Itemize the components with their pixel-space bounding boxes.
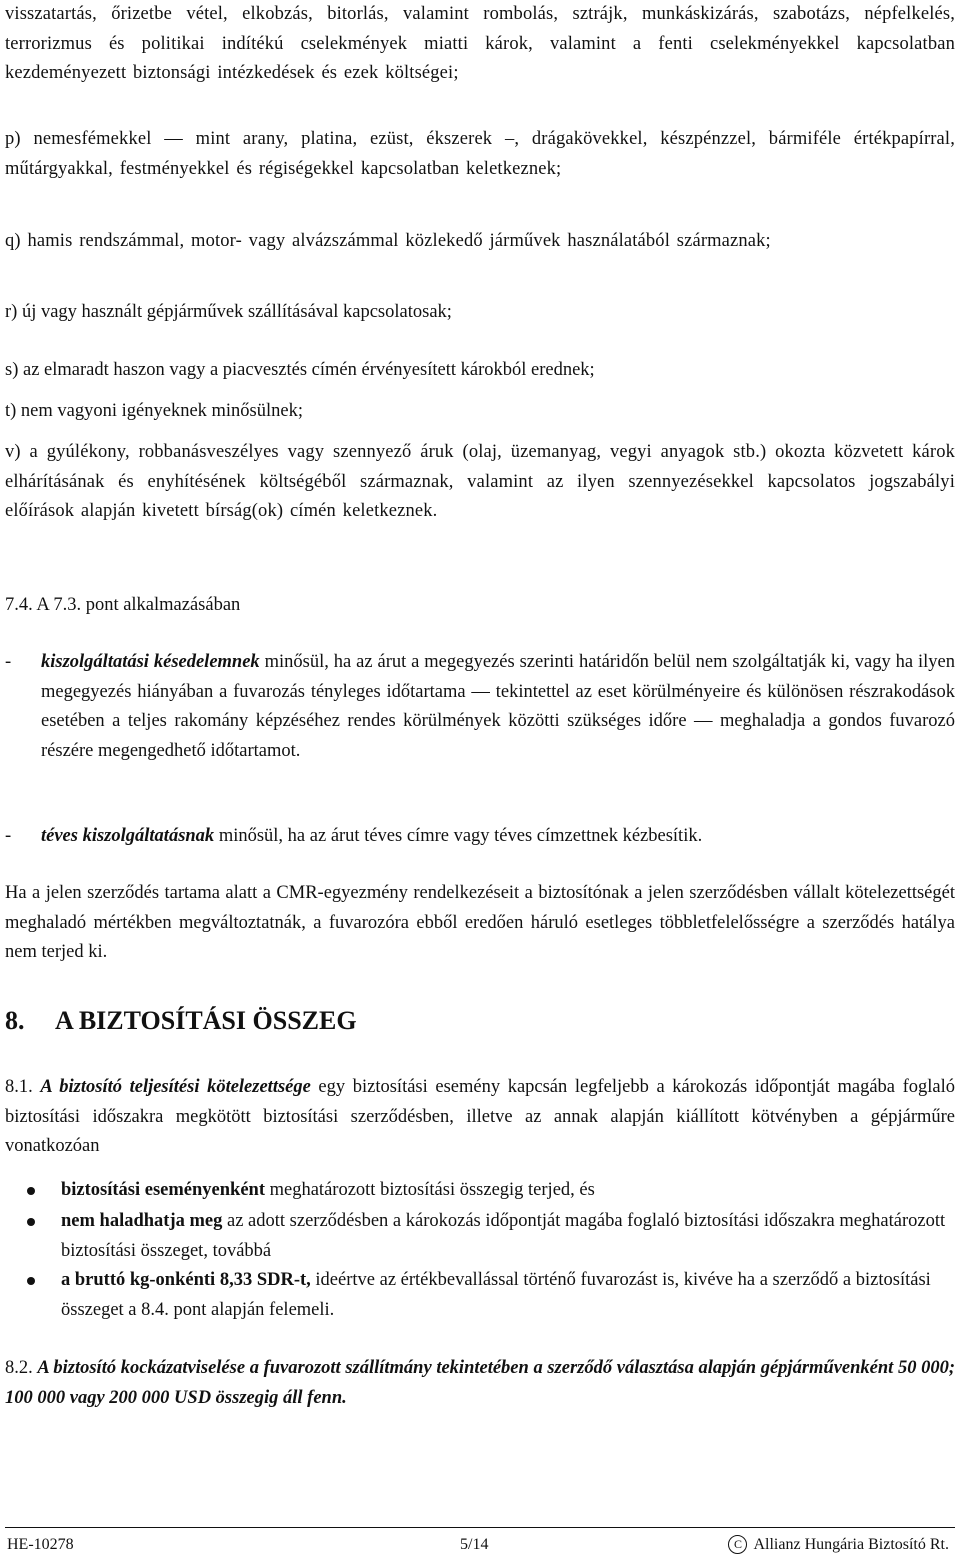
- bullet-text: az adott szerződésben a károkozás időpontját magába foglaló biztosítási időszakra meghatározott biztosítási összeget, továbbá: [61, 1211, 946, 1261]
- paragraph-item-p: p) nemesfémekkel — mint arany, platina, ezüst, ékszerek –, drágakövekkel, készpénzzel, bármiféle értékpapírral, műtárgyakkal, festményekkel és régiségekkel kapcsolatban keletkeznek;: [5, 129, 955, 179]
- section-title: A BIZTOSÍTÁSI ÖSSZEG: [55, 1006, 357, 1035]
- paragraph-exclusions-continued: visszatartás, őrizetbe vétel, elkobzás, bitorlás, valamint rombolás, sztrájk, munkáskizárás, szabotázs, népfelkelés, terrorizmus és politikai indítékú cselekmények miatti károk, valamint a fenti cselekményekkel kapcsolatban kezdeményezett biztonsági intézkedések és ezek költségei;: [5, 4, 955, 83]
- footer-doc-id: HE-10278: [7, 1536, 74, 1553]
- bullet-dot: [27, 1187, 35, 1195]
- bullet-item-sdr-body: [61, 1266, 955, 1325]
- bullet-item-per-event: [5, 1176, 955, 1206]
- paragraph-8-1-text: egy biztosítási esemény kapcsán legfeljebb a károkozás időpontját magába foglaló biztosítási időszakra megkötött biztosítási szerződésben, illetve az annak alapján kiállított kötvényben a gépjárműre vonatkozóan: [5, 1077, 955, 1156]
- paragraph-item-q: q) hamis rendszámmal, motor- vagy alvázszámmal közlekedő járművek használatából származnak;: [5, 231, 771, 251]
- footer-page-number: 5/14: [460, 1536, 489, 1553]
- footer-company: [728, 1532, 949, 1558]
- section-number: 8.: [5, 1006, 25, 1035]
- paragraph-cmr: Ha a jelen szerződés tartama alatt a CMR-egyezmény rendelkezéseit a biztosítónak a jelen szerződésben vállalt kötelezettségét meghaladó mértékben megváltoztatnák, a fuvarozóra ebből eredően háruló esetleges többletfelelősségre a szerződés hatálya nem terjed ki.: [5, 883, 955, 962]
- paragraph-8-2: [5, 1354, 955, 1413]
- paragraph-item-v: v) a gyúlékony, robbanásveszélyes vagy szennyező áruk (olaj, üzemanyag, vegyi anyagok stb.) okozta közvetett károk elhárításának és enyhítésének költségéből származnak, valamint az ilyen szennyezésekkel kapcsolatos jogszabályi előírások alapján kivetett bírság(ok) címén keletkeznek.: [5, 442, 955, 521]
- definition-delay-body: [41, 648, 955, 766]
- paragraph-8-1-number: 8.1.: [5, 1077, 41, 1097]
- copyright-icon: C: [728, 1535, 747, 1554]
- term-misdelivery: téves kiszolgáltatásnak: [41, 826, 215, 846]
- bullet-item-limit: [5, 1207, 955, 1266]
- paragraph-8-2-text: A biztosító kockázatviselése a fuvarozott szállítmány tekintetében a szerződő választása alapján gépjárművenként 50 000; 100 000 vagy 200 000 USD összegig áll fenn.: [5, 1358, 956, 1408]
- list-dash: -: [5, 652, 12, 672]
- paragraph-item-s: s) az elmaradt haszon vagy a piacvesztés címén érvényesített károkból erednek;: [5, 360, 595, 380]
- bullet-text: meghatározott biztosítási összegig terjed, és: [265, 1180, 595, 1200]
- bullet-bold: a bruttó kg-onkénti 8,33 SDR-t,: [61, 1270, 311, 1290]
- definition-delay-text: minősül, ha az árut a megegyezés szerinti határidőn belül nem szolgáltatják ki, vagy ha ilyen megegyezés hiányában a fuvarozás tényleges időtartama — tekintettel az eset körülményeire és különösen részrakodások esetében a teljes rakomány képzéséhez rendes körülmények közötti szükséges időre — meghaladja a gondos fuvarozó részére megengedhető időtartamot.: [41, 652, 956, 761]
- paragraph-8-2-number: 8.2.: [5, 1358, 38, 1378]
- paragraph-8-1-term: A biztosító teljesítési kötelezettsége: [40, 1077, 311, 1097]
- definition-misdelivery: [5, 822, 955, 852]
- page-footer: [5, 1527, 955, 1558]
- paragraph-8-1: [5, 1073, 955, 1162]
- term-delay: kiszolgáltatási késedelemnek: [41, 652, 260, 672]
- footer-company-name: Allianz Hungária Biztosító Rt.: [753, 1536, 949, 1553]
- paragraph-7-4: 7.4. A 7.3. pont alkalmazásában: [5, 595, 241, 615]
- paragraph-item-r: r) új vagy használt gépjárművek szállításával kapcsolatosak;: [5, 302, 452, 322]
- bullet-bold: biztosítási eseményenként: [61, 1180, 265, 1200]
- definition-misdelivery-body: [41, 822, 955, 852]
- definition-delay: [5, 648, 955, 766]
- section-heading-8: [5, 1003, 357, 1039]
- bullet-dot: [27, 1218, 35, 1226]
- bullet-item-per-event-body: [61, 1176, 955, 1206]
- definition-misdelivery-text: minősül, ha az árut téves címre vagy téves címzettnek kézbesítik.: [214, 826, 703, 846]
- bullet-text: ideértve az értékbevallással történő fuvarozást is, kivéve ha a szerződő a biztosítási összeget a 8.4. pont alapján felemeli.: [61, 1270, 931, 1320]
- bullet-item-sdr: [5, 1266, 955, 1325]
- bullet-bold: nem haladhatja meg: [61, 1211, 223, 1231]
- paragraph-item-t: t) nem vagyoni igényeknek minősülnek;: [5, 401, 303, 421]
- list-dash: -: [5, 826, 12, 846]
- bullet-dot: [27, 1277, 35, 1285]
- bullet-item-limit-body: [61, 1207, 955, 1266]
